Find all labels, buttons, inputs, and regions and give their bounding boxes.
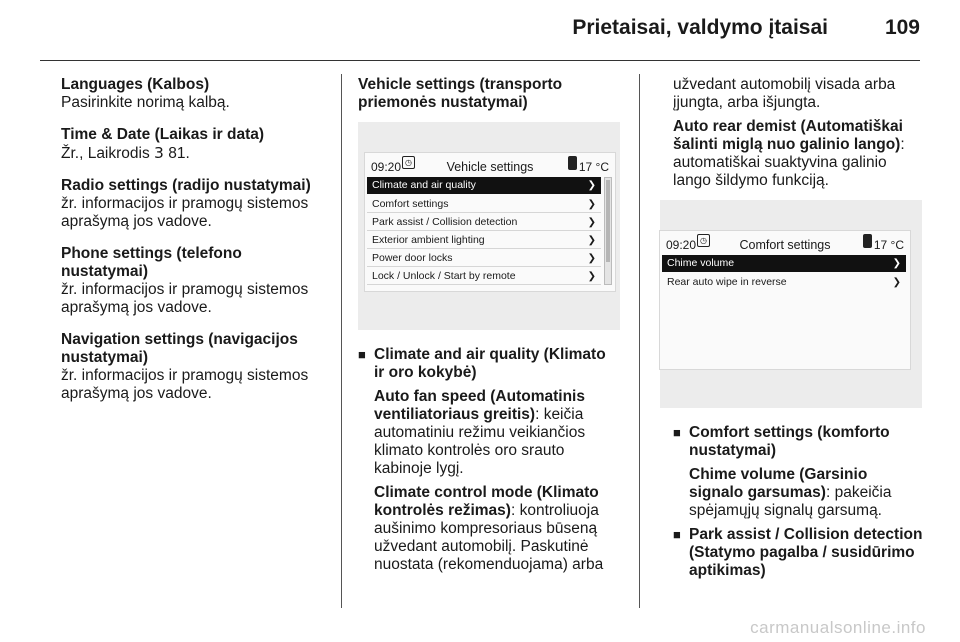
page-title: Prietaisai, valdymo įtaisai	[572, 16, 828, 39]
sub-item-auto-rear-demist	[673, 118, 923, 190]
screen-time: 09:20	[371, 160, 402, 174]
continued-text: užvedant automobilį visada arba įjungta, arba išjungta.	[673, 76, 896, 111]
menu-item-label: Climate and air quality	[372, 179, 476, 191]
bullet-title: Climate and air quality (Klimato ir oro kokybė)	[374, 346, 606, 381]
phone-icon	[863, 234, 872, 248]
chevron-right-icon: ❯	[587, 235, 596, 246]
bullet-park-assist	[673, 526, 923, 580]
menu-item-rear-wipe[interactable]	[662, 274, 906, 291]
section-body	[61, 144, 326, 163]
column-2	[358, 76, 620, 574]
sub-item-body: : kontroliuoja aušinimo kompresoriaus būseną užvedant automobilį. Paskutinė nuostata (rekomenduojama) arba	[374, 502, 604, 573]
bullet-marker: ■	[673, 425, 681, 440]
section-radio-settings	[61, 177, 326, 231]
header-rule	[40, 60, 920, 61]
section-body: žr. informacijos ir pramogų sistemos aprašymą jos vadove.	[61, 367, 309, 402]
menu-item-label: Exterior ambient lighting	[372, 234, 485, 246]
watermark: carmanualsonline.info	[750, 618, 926, 637]
sub-item-body: : automatiškai suaktyvina galinio lango šildymo funkciją.	[673, 136, 905, 189]
scrollbar-thumb[interactable]	[606, 180, 610, 262]
section-body: žr. informacijos ir pramogų sistemos aprašymą jos vadove.	[61, 195, 309, 230]
menu-item-label: Park assist / Collision detection	[372, 216, 518, 228]
sub-item-title: Auto rear demist (Automatiškai šalinti miglą nuo galinio lango)	[673, 118, 903, 153]
sub-item-body: : keičia automatiniu režimu veikiančios klimato kontrolės oro srauto kabinoje lygį.	[374, 406, 586, 477]
chevron-right-icon: ❯	[587, 199, 596, 210]
column-1	[61, 76, 326, 417]
display-screen	[364, 152, 616, 292]
phone-icon	[568, 156, 577, 170]
screen-temp: 17 °C	[873, 238, 904, 252]
menu-item-label: Power door locks	[372, 252, 453, 264]
page-ref[interactable]: 81.	[168, 145, 190, 162]
bullet-title: Park assist / Collision detection (Statymo pagalba / susidūrimo aptikimas)	[689, 526, 923, 579]
menu-item-remote-start[interactable]	[367, 268, 601, 285]
display-screen	[659, 230, 911, 370]
bullet-climate	[358, 346, 620, 574]
section-body-text: Žr., Laikrodis	[61, 145, 150, 162]
menu-item-exterior-lighting[interactable]	[367, 232, 601, 249]
comfort-settings-screenshot	[660, 200, 922, 408]
clock-icon: ◷	[697, 234, 710, 247]
section-heading: Vehicle settings (transporto priemonės nustatymai)	[358, 76, 563, 111]
sub-item-title: Auto fan speed (Automatinis ventiliatoriaus greitis)	[374, 388, 585, 423]
screen-header	[660, 231, 910, 253]
menu-item-label: Lock / Unlock / Start by remote	[372, 270, 516, 282]
sub-item-title: Climate control mode (Klimato kontrolės režimas)	[374, 484, 599, 519]
screen-title: Vehicle settings	[446, 160, 534, 174]
menu-item-label: Comfort settings	[372, 198, 449, 210]
section-title: Radio settings (radijo nustatymai)	[61, 177, 311, 194]
continued-text-block	[673, 76, 923, 190]
bullet-marker: ■	[673, 527, 681, 542]
sub-item-body: : pakeičia spėjamųjų signalų garsumą.	[689, 484, 892, 519]
clock-icon: ◷	[402, 156, 415, 169]
section-title: Navigation settings (navigacijos nustatymai)	[61, 331, 298, 366]
section-title: Phone settings (telefono nustatymai)	[61, 245, 242, 280]
sub-item-auto-fan	[374, 388, 620, 478]
menu-item-door-locks[interactable]	[367, 250, 601, 267]
screen-title: Comfort settings	[739, 238, 831, 252]
chevron-right-icon: ❯	[892, 277, 901, 288]
menu-item-park-assist[interactable]	[367, 214, 601, 231]
menu-item-comfort[interactable]	[367, 196, 601, 213]
menu-item-label: Chime volume	[667, 257, 735, 269]
vehicle-settings-screenshot	[358, 122, 620, 330]
chevron-right-icon: ❯	[587, 253, 596, 264]
screen-time: 09:20	[666, 238, 697, 252]
sub-item-chime-volume	[689, 466, 923, 520]
menu-item-climate[interactable]	[367, 177, 601, 194]
menu-item-label: Rear auto wipe in reverse	[667, 276, 787, 288]
column-3	[666, 76, 923, 580]
chevron-right-icon: ❯	[587, 180, 596, 191]
screen-header	[365, 153, 615, 175]
bullet-comfort	[673, 424, 923, 520]
page-number: 109	[884, 16, 920, 39]
section-phone-settings	[61, 245, 326, 317]
section-time-date	[61, 126, 326, 163]
chevron-right-icon: ❯	[587, 271, 596, 282]
column-divider-2	[639, 74, 640, 608]
chevron-right-icon: ❯	[892, 258, 901, 269]
sub-item-title: Chime volume (Garsinio signalo garsumas)	[689, 466, 868, 501]
section-navigation-settings	[61, 331, 326, 403]
menu-item-chime-volume[interactable]	[662, 255, 906, 272]
chevron-right-icon: ❯	[587, 217, 596, 228]
section-languages	[61, 76, 326, 112]
sub-item-climate-mode	[374, 484, 620, 574]
section-body: Pasirinkite norimą kalbą.	[61, 94, 230, 111]
screen-temp: 17 °C	[578, 160, 609, 174]
scrollbar[interactable]	[604, 177, 612, 285]
section-title: Languages (Kalbos)	[61, 76, 210, 93]
bullet-marker: ■	[358, 347, 366, 362]
bullet-title: Comfort settings (komforto nustatymai)	[689, 424, 890, 459]
section-title: Time & Date (Laikas ir data)	[61, 126, 265, 143]
section-body: žr. informacijos ir pramogų sistemos aprašymą jos vadove.	[61, 281, 309, 316]
column-divider-1	[341, 74, 342, 608]
page-ref-arrow-icon[interactable]: 3	[154, 144, 164, 162]
